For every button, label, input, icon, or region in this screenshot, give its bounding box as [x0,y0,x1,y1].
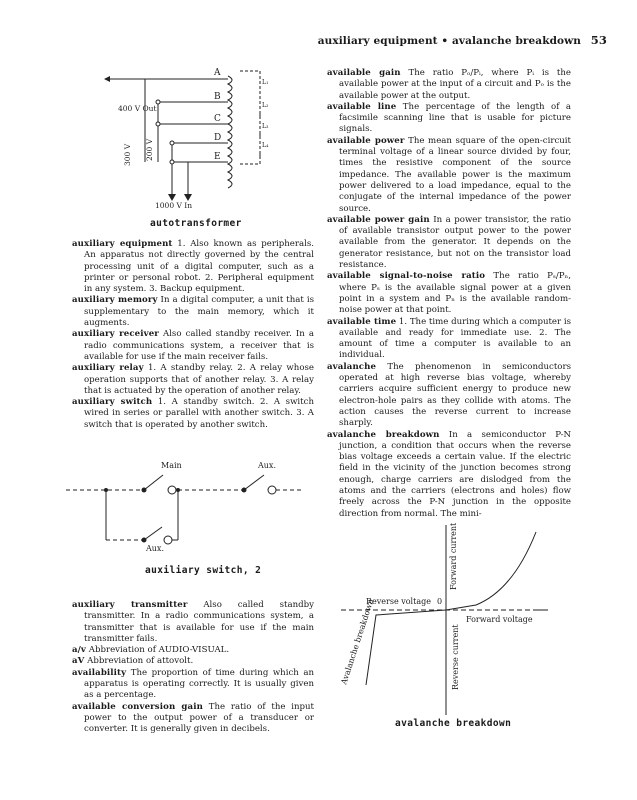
origin-label: 0 [437,597,443,606]
v200-label: 200 V [145,138,154,161]
entry-auxiliary-switch: auxiliary switch 1. A standby switch. 2. A switch wired in series or parallel with another switch. 3. A switch that is operated by another switch. [72,397,314,430]
l4-label: L₄ [262,142,269,149]
entry-avalanche: avalanche The phenomenon in semiconductors operated at high reverse bias voltage, whereby carriers acquire sufficient energy to produce new electron-hole pairs as they collide with atoms. The action causes the reverse current to increase sharply. [327,361,571,429]
junction-right [176,488,180,492]
left-column-lower [72,600,314,736]
tap-label-e: E [214,152,221,162]
tap-label-c: C [214,114,221,124]
in-arrow-right [184,194,192,201]
avalanche-breakdown-caption: avalanche breakdown [395,718,512,729]
entry-auxiliary-memory: auxiliary memory In a digital computer, a unit that is supplementary to the main memory, which it augments. [72,295,314,329]
entry-auxiliary-receiver: auxiliary receiver Also called standby receiver. In a radio communications system, a receiver that is available for use if the main receiver fails. [72,329,314,362]
auxiliary-switch-caption: auxiliary switch, 2 [145,565,262,576]
entry-av: aV Abbreviation of attovolt. [72,656,194,667]
entry-a-v: a/v Abbreviation of AUDIO-VISUAL. [72,645,230,656]
autotransformer-diagram [110,66,285,216]
aux-label: Aux. [258,461,276,470]
tap-label-a: A [214,68,221,78]
aux-low-contact [164,536,172,544]
out-arrow [104,76,110,82]
v300-label: 300 V [123,143,132,166]
entry-auxiliary-equipment: auxiliary equipment 1. Also known as peripherals. An apparatus not directly governed by the central processing unit of a digital computer, such as a printer or personal robot. 2. Peripheral equipment in any system. 3. Backup equipment. [72,239,314,295]
l3-label: L₃ [262,123,269,130]
running-title: auxiliary equipment • avalanche breakdown [317,35,582,47]
running-header [318,33,607,47]
l1-label: L₁ [262,79,269,86]
entry-available-line: available line The percentage of the length of a facsimile scanning line that is usable for picture signals. [327,101,571,135]
entry-available-gain: available gain The ratio Pₒ/Pᵢ, where Pᵢ is the available power at the input of a circuit and Pₒ is the available power at the output. [327,68,572,101]
forward-voltage-label: Forward voltage [466,615,533,624]
junction-left [104,488,108,492]
l2-label: L₂ [262,102,269,109]
in-arrow-left [168,194,176,201]
out-label: 400 V Out [118,104,157,113]
right-column [327,68,571,520]
reverse-voltage-label: Reverse voltage [366,597,431,606]
entry-auxiliary-relay: auxiliary relay 1. A standby relay. 2. A relay whose operation supports that of another relay. 3. A relay that is actuated by the operation of another relay. [72,363,314,396]
entry-auxiliary-transmitter: auxiliary transmitter Also called standby transmitter. In a radio communications system, a transmitter that is available for use if the main transmitter fails. [72,600,314,644]
autotransformer-caption: autotransformer [150,218,242,229]
aux-low-pivot [142,538,147,543]
avalanche-breakdown-chart [336,520,556,720]
transformer-coil [228,76,232,188]
entry-available-power-gain: available power gain In a power transistor, the ratio of available transistor output power to the power available from the generator. It depends on the generator resistance, but not on the transistor load resistance. [327,214,571,271]
left-column-upper [72,239,314,431]
forward-current-label: Forward current [449,522,458,590]
auxiliary-switch-diagram [66,455,306,555]
entry-avalanche-breakdown: avalanche breakdown In a semiconductor P-N junction, a condition that occurs when the reverse bias voltage exceeds a certain value. If the electric field in the vicinity of the junction becomes strong enough, charge carriers are dislodged from the atoms and the carriers (electrons and holes) flow freely across the P-N junction in the opposite direction from normal. The mini- [327,429,571,519]
entry-available-conversion-gain: available conversion gain The ratio of the input power to the output power of a transducer or converter. It is generally given in decibels. [72,701,315,735]
aux-low-label: Aux. [146,544,164,553]
tap-label-d: D [214,133,222,143]
forward-curve [446,532,536,610]
entry-available-power: available power The mean square of the open-circuit terminal voltage of a linear source divided by four, times the resistive component of the source impedance. The available power is the maximum power delivered to a load impedance, equal to the conjugate of the internal impedance of the power source. [327,135,571,214]
aux-contact [268,486,276,494]
tap-label-b: B [214,92,221,102]
main-contact [168,486,176,494]
avalanche-label: Avalanche breakdown [339,597,376,686]
entry-availability: availability The proportion of time during which an apparatus is operating correctly. It is usually given as a percentage. [72,667,314,701]
page-number: 53 [590,33,607,47]
main-pivot [142,488,147,493]
main-label: Main [161,461,182,470]
reverse-current-label: Reverse current [451,624,460,690]
entry-available-snr: available signal-to-noise ratio The ratio Pₛ/Pₙ, where Pₛ is the available signal power at a given point in a system and Pₙ is the available random-noise power at that point. [327,271,571,316]
entry-available-time: available time 1. The time during which a computer is available and ready for immediate use. 2. The amount of time a computer is available to an individual. [327,316,572,361]
reverse-curve [366,610,446,685]
in-label: 1000 V In [155,201,193,210]
aux-pivot [242,488,247,493]
